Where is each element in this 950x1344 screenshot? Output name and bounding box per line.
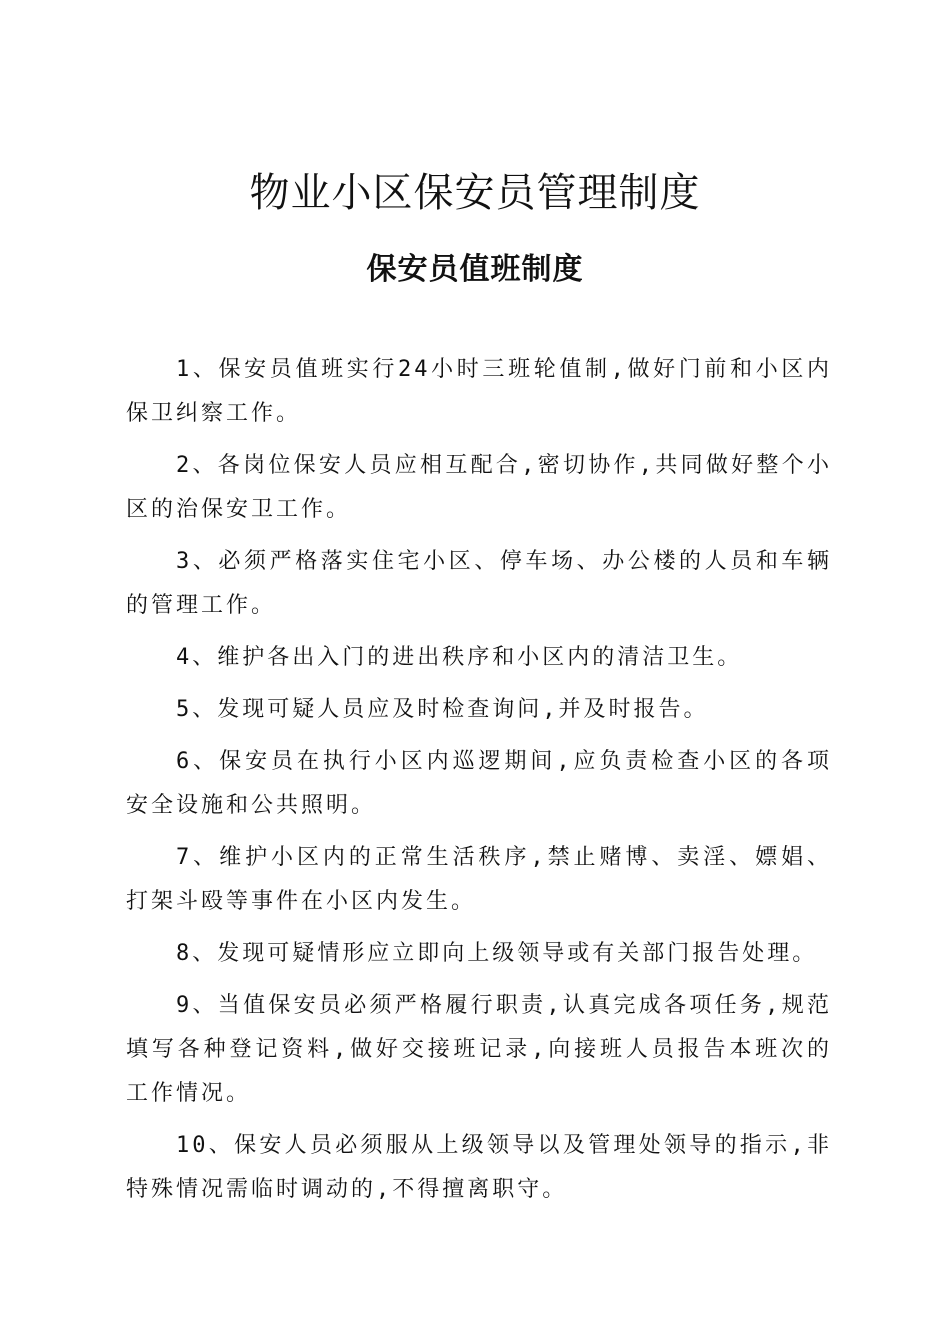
- rule-paragraph-1: 1、保安员值班实行24小时三班轮值制,做好门前和小区内保卫纠察工作。: [126, 357, 832, 426]
- section-title: 保安员值班制度: [366, 252, 584, 287]
- rule-paragraph-3: 3、必须严格落实住宅小区、停车场、办公楼的人员和车辆的管理工作。: [126, 549, 832, 618]
- rule-paragraph-8: 8、发现可疑情形应立即向上级领导或有关部门报告处理。: [176, 941, 818, 966]
- rule-paragraph-4: 4、维护各出入门的进出秩序和小区内的清洁卫生。: [176, 645, 743, 670]
- rule-paragraph-2: 2、各岗位保安人员应相互配合,密切协作,共同做好整个小区的治保安卫工作。: [126, 453, 832, 522]
- rule-paragraph-9: 9、当值保安员必须严格履行职责,认真完成各项任务,规范填写各种登记资料,做好交接班记录,向接班人员报告本班次的工作情况。: [126, 993, 832, 1106]
- rule-paragraph-7: 7、维护小区内的正常生活秩序,禁止赌博、卖淫、嫖娼、打架斗殴等事件在小区内发生。: [126, 845, 832, 914]
- rule-paragraph-10: 10、保安人员必须服从上级领导以及管理处领导的指示,非特殊情况需临时调动的,不得擅离职守。: [126, 1133, 832, 1202]
- document-body: [126, 348, 832, 1220]
- rule-paragraph-6: 6、保安员在执行小区内巡逻期间,应负责检查小区的各项安全设施和公共照明。: [126, 749, 832, 818]
- rule-paragraph-5: 5、发现可疑人员应及时检查询问,并及时报告。: [176, 697, 709, 722]
- document-title: 物业小区保安员管理制度: [249, 170, 701, 216]
